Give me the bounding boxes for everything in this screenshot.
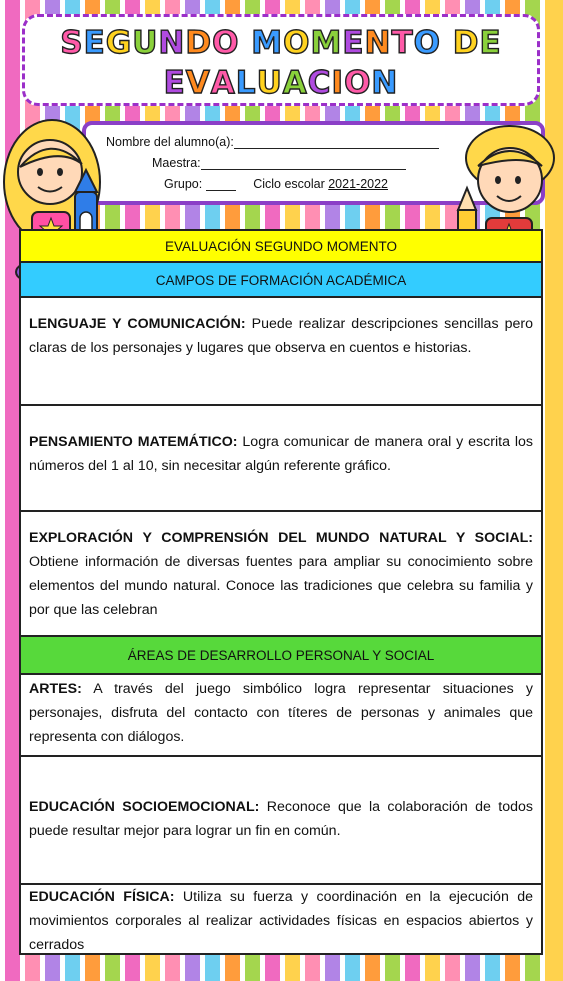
title-letter: [239, 23, 251, 63]
title-letter: C: [307, 65, 332, 101]
title-letter: E: [83, 25, 106, 61]
group-field[interactable]: [206, 177, 236, 191]
row-label: EDUCACIÓN FÍSICA:: [29, 889, 175, 905]
title-letter: A: [210, 65, 236, 101]
student-name-row: [106, 135, 439, 149]
row-label: LENGUAJE Y COMUNICACIÓN:: [29, 316, 246, 332]
cycle-value: 2021-2022: [328, 177, 389, 191]
title-letter: V: [185, 65, 211, 101]
teacher-label: Maestra:: [152, 156, 201, 170]
group-label: Grupo:: [164, 177, 203, 191]
title-letter: U: [256, 65, 283, 101]
title-letter: O: [413, 25, 441, 61]
title-letter: S: [60, 25, 84, 61]
title-line-1: [25, 23, 537, 63]
row-text: Obtiene información de diversas fuentes para ampliar su conocimiento sobre elementos del mundo natural. Conoce las tradiciones que celebra su familia y por que las celebran: [29, 554, 533, 618]
title-letter: G: [105, 25, 133, 61]
row-socioemocional: [21, 757, 541, 885]
row-text: Utiliza su fuerza y coordinación en la ejecución de movimientos corporales al realizar actividades físicas en espacios abiertos y cerrados: [29, 889, 533, 953]
group-row: [164, 177, 388, 191]
title-letter: N: [364, 25, 392, 61]
row-label: ARTES:: [29, 681, 82, 697]
title-letter: M: [251, 25, 284, 61]
title-letter: O: [344, 65, 372, 101]
title-letter: U: [132, 25, 159, 61]
teacher-field[interactable]: [201, 156, 406, 170]
title-letter: T: [391, 25, 414, 61]
header-main: EVALUACIÓN SEGUNDO MOMENTO: [21, 231, 541, 263]
row-artes: [21, 675, 541, 757]
title-letter: [441, 23, 453, 63]
title-letter: N: [371, 65, 399, 101]
row-text: Reconoce que la colaboración de todos puede resultar mejor para lograr un fin en común.: [29, 799, 533, 839]
title-letter: O: [283, 25, 311, 61]
title-letter: O: [212, 25, 240, 61]
title-letter: E: [479, 25, 502, 61]
row-lenguaje: [21, 298, 541, 406]
header-personal: ÁREAS DE DESARROLLO PERSONAL Y SOCIAL: [21, 637, 541, 675]
teacher-row: [152, 156, 406, 170]
title-letter: I: [331, 65, 345, 101]
title-line-2: [25, 63, 537, 103]
title-letter: D: [452, 25, 480, 61]
row-label: EXPLORACIÓN Y COMPRENSIÓN DEL MUNDO NATURAL Y SOCIAL:: [29, 530, 533, 546]
row-text: A través del juego simbólico logra representar situaciones y personajes, disfruta del contacto con títeres de personas y animales que representa con diálogos.: [29, 681, 533, 745]
title-letter: N: [158, 25, 186, 61]
title-banner: [22, 14, 540, 106]
row-text: Puede realizar descripciones sencillas pero claras de los personajes y lugares que observa en cuentos e historias.: [29, 316, 533, 356]
student-name-field[interactable]: [234, 135, 439, 149]
row-exploracion: [21, 512, 541, 637]
title-letter: L: [235, 65, 257, 101]
row-pensamiento: [21, 406, 541, 512]
cycle-label: Ciclo escolar: [253, 177, 325, 191]
row-label: PENSAMIENTO MATEMÁTICO:: [29, 434, 238, 450]
student-name-label: Nombre del alumno(a):: [106, 135, 234, 149]
title-letter: M: [310, 25, 343, 61]
title-letter: E: [342, 25, 365, 61]
evaluation-table: [19, 229, 543, 955]
title-letter: D: [185, 25, 213, 61]
title-letter: A: [282, 65, 308, 101]
title-letter: E: [163, 65, 186, 101]
row-label: EDUCACIÓN SOCIOEMOCIONAL:: [29, 799, 260, 815]
row-fisica: [21, 885, 541, 953]
header-academic: CAMPOS DE FORMACIÓN ACADÉMICA: [21, 263, 541, 298]
row-text: Logra comunicar de manera oral y escrita los números del 1 al 10, sin necesitar algún referente gráfico.: [29, 434, 533, 474]
